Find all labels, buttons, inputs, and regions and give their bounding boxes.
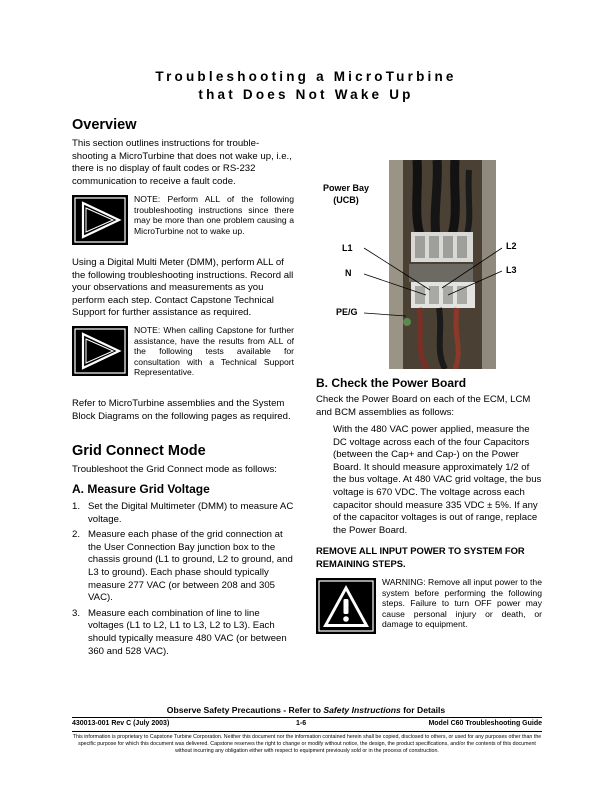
measure-grid-voltage-heading: A. Measure Grid Voltage: [72, 482, 210, 496]
power-board-intro: Check the Power Board on each of the ECM, LCM and BCM assemblies as follows:: [316, 394, 531, 418]
label-l1: L1: [342, 243, 353, 253]
overview-heading: Overview: [72, 117, 137, 133]
safety-prefix: Observe Safety Precautions - Refer to: [166, 705, 324, 715]
warning-icon: [316, 578, 376, 634]
note-2: NOTE: When calling Capstone for further assistance, have the results from ALL of the following tests available for consultation with a Technical Support Representative.: [134, 325, 294, 378]
overview-intro: This section outlines instructions for trouble-shooting a MicroTurbine that does not wake up, i.e., there is no display of fault codes or RS-232 communication to receive a fault code.: [72, 138, 292, 187]
remove-power-notice: REMOVE ALL INPUT POWER TO SYSTEM FOR REMAINING STEPS.: [316, 545, 525, 569]
figure-callout-lines: [330, 230, 530, 330]
step-number: 3.: [72, 607, 81, 619]
figure-caption-line2: (UCB): [333, 195, 359, 205]
footer-rule: [72, 717, 542, 718]
guide-title: Model C60 Troubleshooting Guide: [428, 720, 542, 727]
page-title-line1: Troubleshooting a MicroTurbine: [155, 69, 457, 84]
label-pe-g: PE/G: [336, 307, 358, 317]
page-number: 1-6: [296, 720, 307, 727]
note-1: NOTE: Perform ALL of the following troubleshooting instructions since there may be more than one problem causing a MicroTurbine not to wake up.: [134, 194, 294, 236]
label-n: N: [345, 268, 352, 278]
label-l3: L3: [506, 265, 517, 275]
step-number: 2.: [72, 529, 81, 541]
label-l2: L2: [506, 241, 517, 251]
overview-para3: Refer to MicroTurbine assemblies and the System Block Diagrams on the following pages as required.: [72, 398, 291, 422]
grid-connect-heading: Grid Connect Mode: [72, 443, 206, 459]
step-text: Set the Digital Multimeter (DMM) to measure AC voltage.: [88, 501, 294, 525]
safety-suffix: for Details: [400, 705, 446, 715]
note-arrow-icon: [72, 195, 128, 245]
step-number: 1.: [72, 501, 81, 512]
safety-instructions-link: Safety Instructions: [323, 705, 401, 715]
list-item: [72, 529, 298, 605]
step-text: Measure each phase of the grid connection at the User Connection Bay junction box to the chassis ground (L1 to ground, L2 to ground, and L3 to ground). Each phase should typically measure 277 VAC (or between 208 and 305 VAC).: [88, 529, 293, 604]
warning-text: WARNING: Remove all input power to the system before performing the following steps. Failure to turn OFF power may cause personal injury or death, or damage to equipment.: [382, 577, 542, 630]
grid-steps-list: [72, 501, 298, 661]
list-item: [72, 608, 298, 658]
list-item: [72, 501, 298, 526]
page-title-line2: that Does Not Wake Up: [198, 87, 414, 102]
proprietary-notice: This information is proprietary to Capstone Turbine Corporation. Neither this document nor the information contained herein shall be copied, disclosed to others, or used for any purposes other than the specific purpose for which this document was delivered. Capstone reserves the right to change or modify without notice, the design, the product specifications, and/or the contents of this document without incurring any obligation either with respect to equipment previously sold or in the process of construction.: [72, 734, 542, 754]
power-board-detail: With the 480 VAC power applied, measure the DC voltage across each of the four Capacitors (between the Cap+ and Cap-) on the Power Board. It should measure approximately 1/2 of the bus voltage. At 480 VAC grid voltage, the bus voltage is 670 VDC. The voltage across each capacitor should measure 335 VDC ± 5%. If any of the capacitor voltages is out of range, replace the Power Board.: [333, 424, 542, 536]
grid-connect-intro: Troubleshoot the Grid Connect mode as follows:: [72, 464, 277, 475]
overview-para2: Using a Digital Multi Meter (DMM), perform ALL of the following troubleshooting instructions. Record all your observations and measurements as you perform each step. Contact Capstone Technical Support for further assistance as required.: [72, 257, 294, 319]
safety-footer: [0, 705, 612, 715]
step-text: Measure each combination of line to line voltages (L1 to L2, L1 to L3, L2 to L3). Each should typically measure 480 VAC (or between 360 and 528 VAC).: [88, 607, 287, 657]
note-arrow-icon: [72, 326, 128, 376]
figure-caption-line1: Power Bay: [322, 183, 370, 193]
check-power-board-heading: B. Check the Power Board: [316, 376, 467, 390]
doc-id: 430013-001 Rev C (July 2003): [72, 720, 170, 727]
footer-rule: [72, 731, 542, 732]
